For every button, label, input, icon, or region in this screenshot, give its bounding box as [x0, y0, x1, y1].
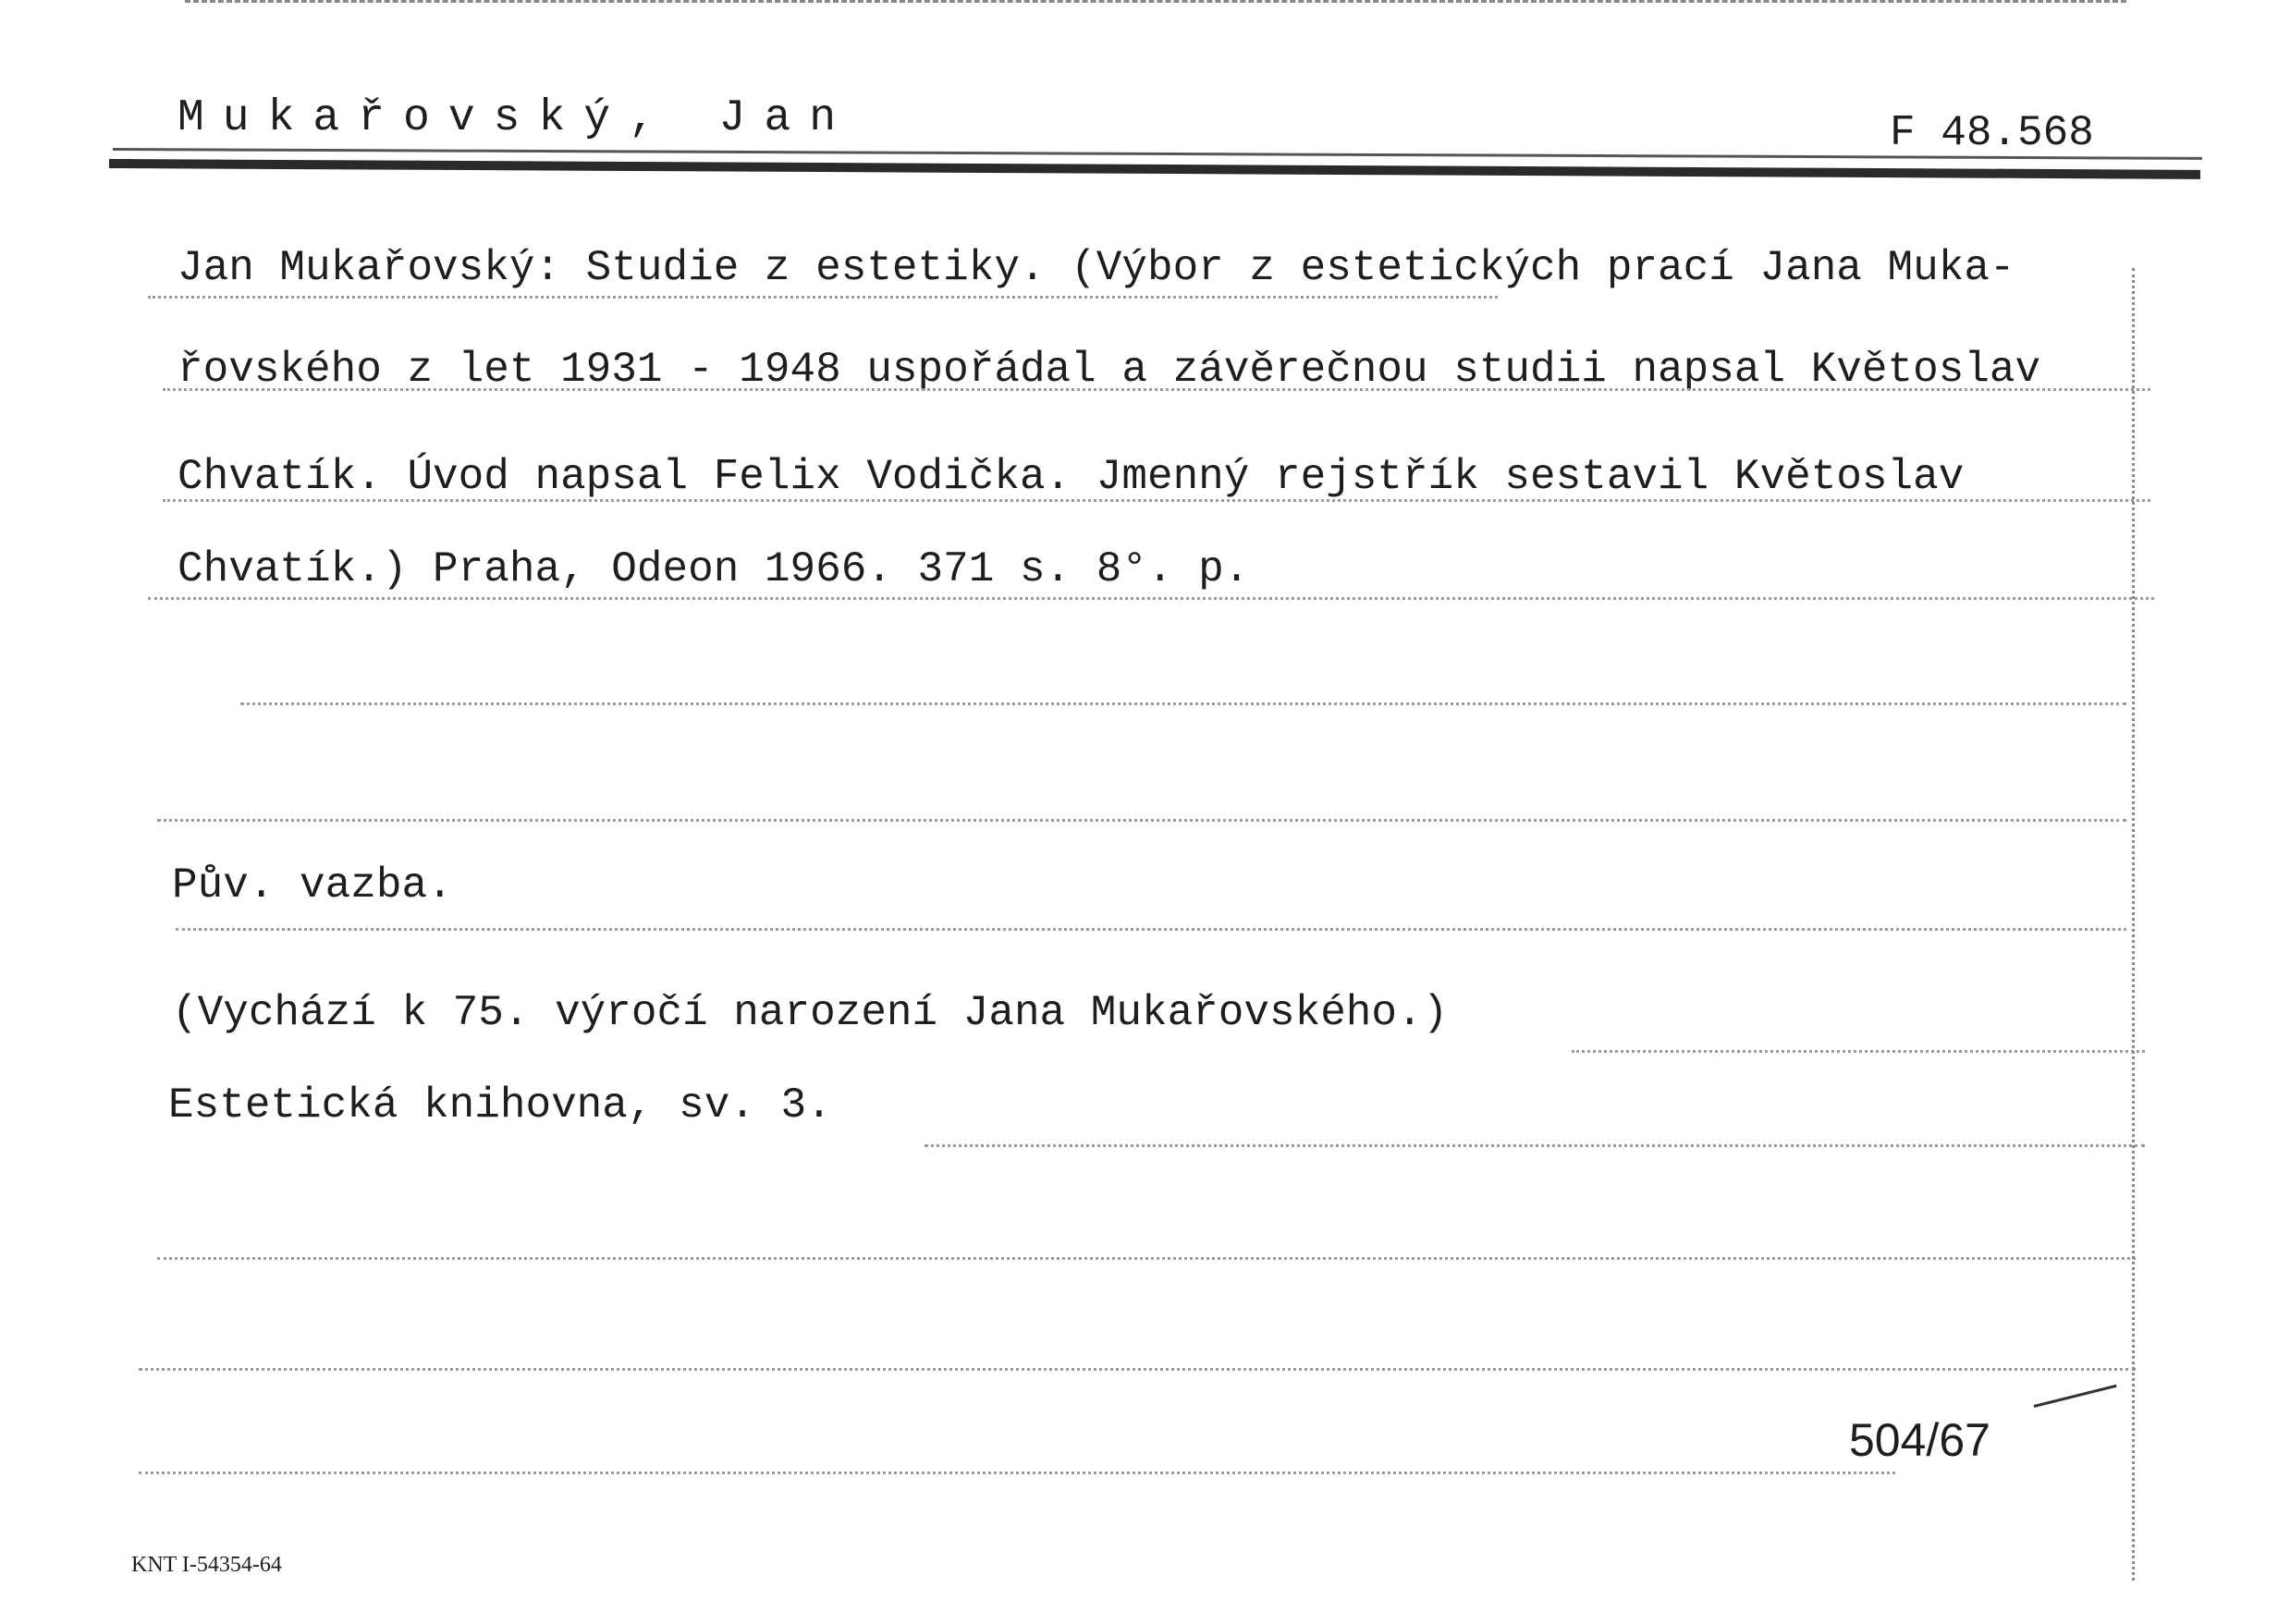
heading-rule: [109, 159, 2200, 179]
ruled-line: [157, 819, 2126, 822]
note-series: Estetická knihovna, sv. 3.: [168, 1081, 832, 1129]
note-anniversary: (Vychází k 75. výročí narození Jana Mukařovského.): [172, 989, 1449, 1037]
description-line-4: Chvatík.) Praha, Odeon 1966. 371 s. 8°. p.: [178, 545, 1250, 593]
description-line-2: řovského z let 1931 - 1948 uspořádal a závěrečnou studii napsal Květoslav: [178, 346, 2041, 394]
description-line-3: Chvatík. Úvod napsal Felix Vodička. Jmenný rejstřík sestavil Květoslav: [178, 453, 1965, 501]
print-code: KNT I-54354-64: [131, 1553, 282, 1577]
top-edge-marks: [185, 0, 2126, 8]
heading-author: Mukařovský, Jan: [178, 93, 855, 143]
ruled-line: [176, 928, 2126, 931]
right-margin-rule: [2132, 268, 2135, 1581]
ruled-line: [240, 702, 2126, 705]
ruled-line: [148, 296, 1498, 299]
ruled-line: [163, 499, 2150, 502]
description-line-1: Jan Mukařovský: Studie z estetiky. (Výbor z estetických prací Jana Muka-: [178, 244, 2015, 292]
ruled-line: [1572, 1050, 2145, 1053]
ruled-line: [157, 1257, 2136, 1260]
note-binding: Pův. vazba.: [172, 861, 453, 910]
ruled-line: [148, 597, 2154, 600]
ruled-line: [139, 1368, 2136, 1371]
ruled-line: [163, 388, 2150, 391]
ruled-line: [925, 1144, 2145, 1147]
ruled-line: [139, 1471, 1895, 1474]
heading-rule-thin: [113, 148, 2202, 160]
accession-stroke: [2034, 1385, 2117, 1408]
shelfmark: F 48.568: [1890, 109, 2094, 157]
accession-number: 504/67: [1849, 1414, 1990, 1466]
